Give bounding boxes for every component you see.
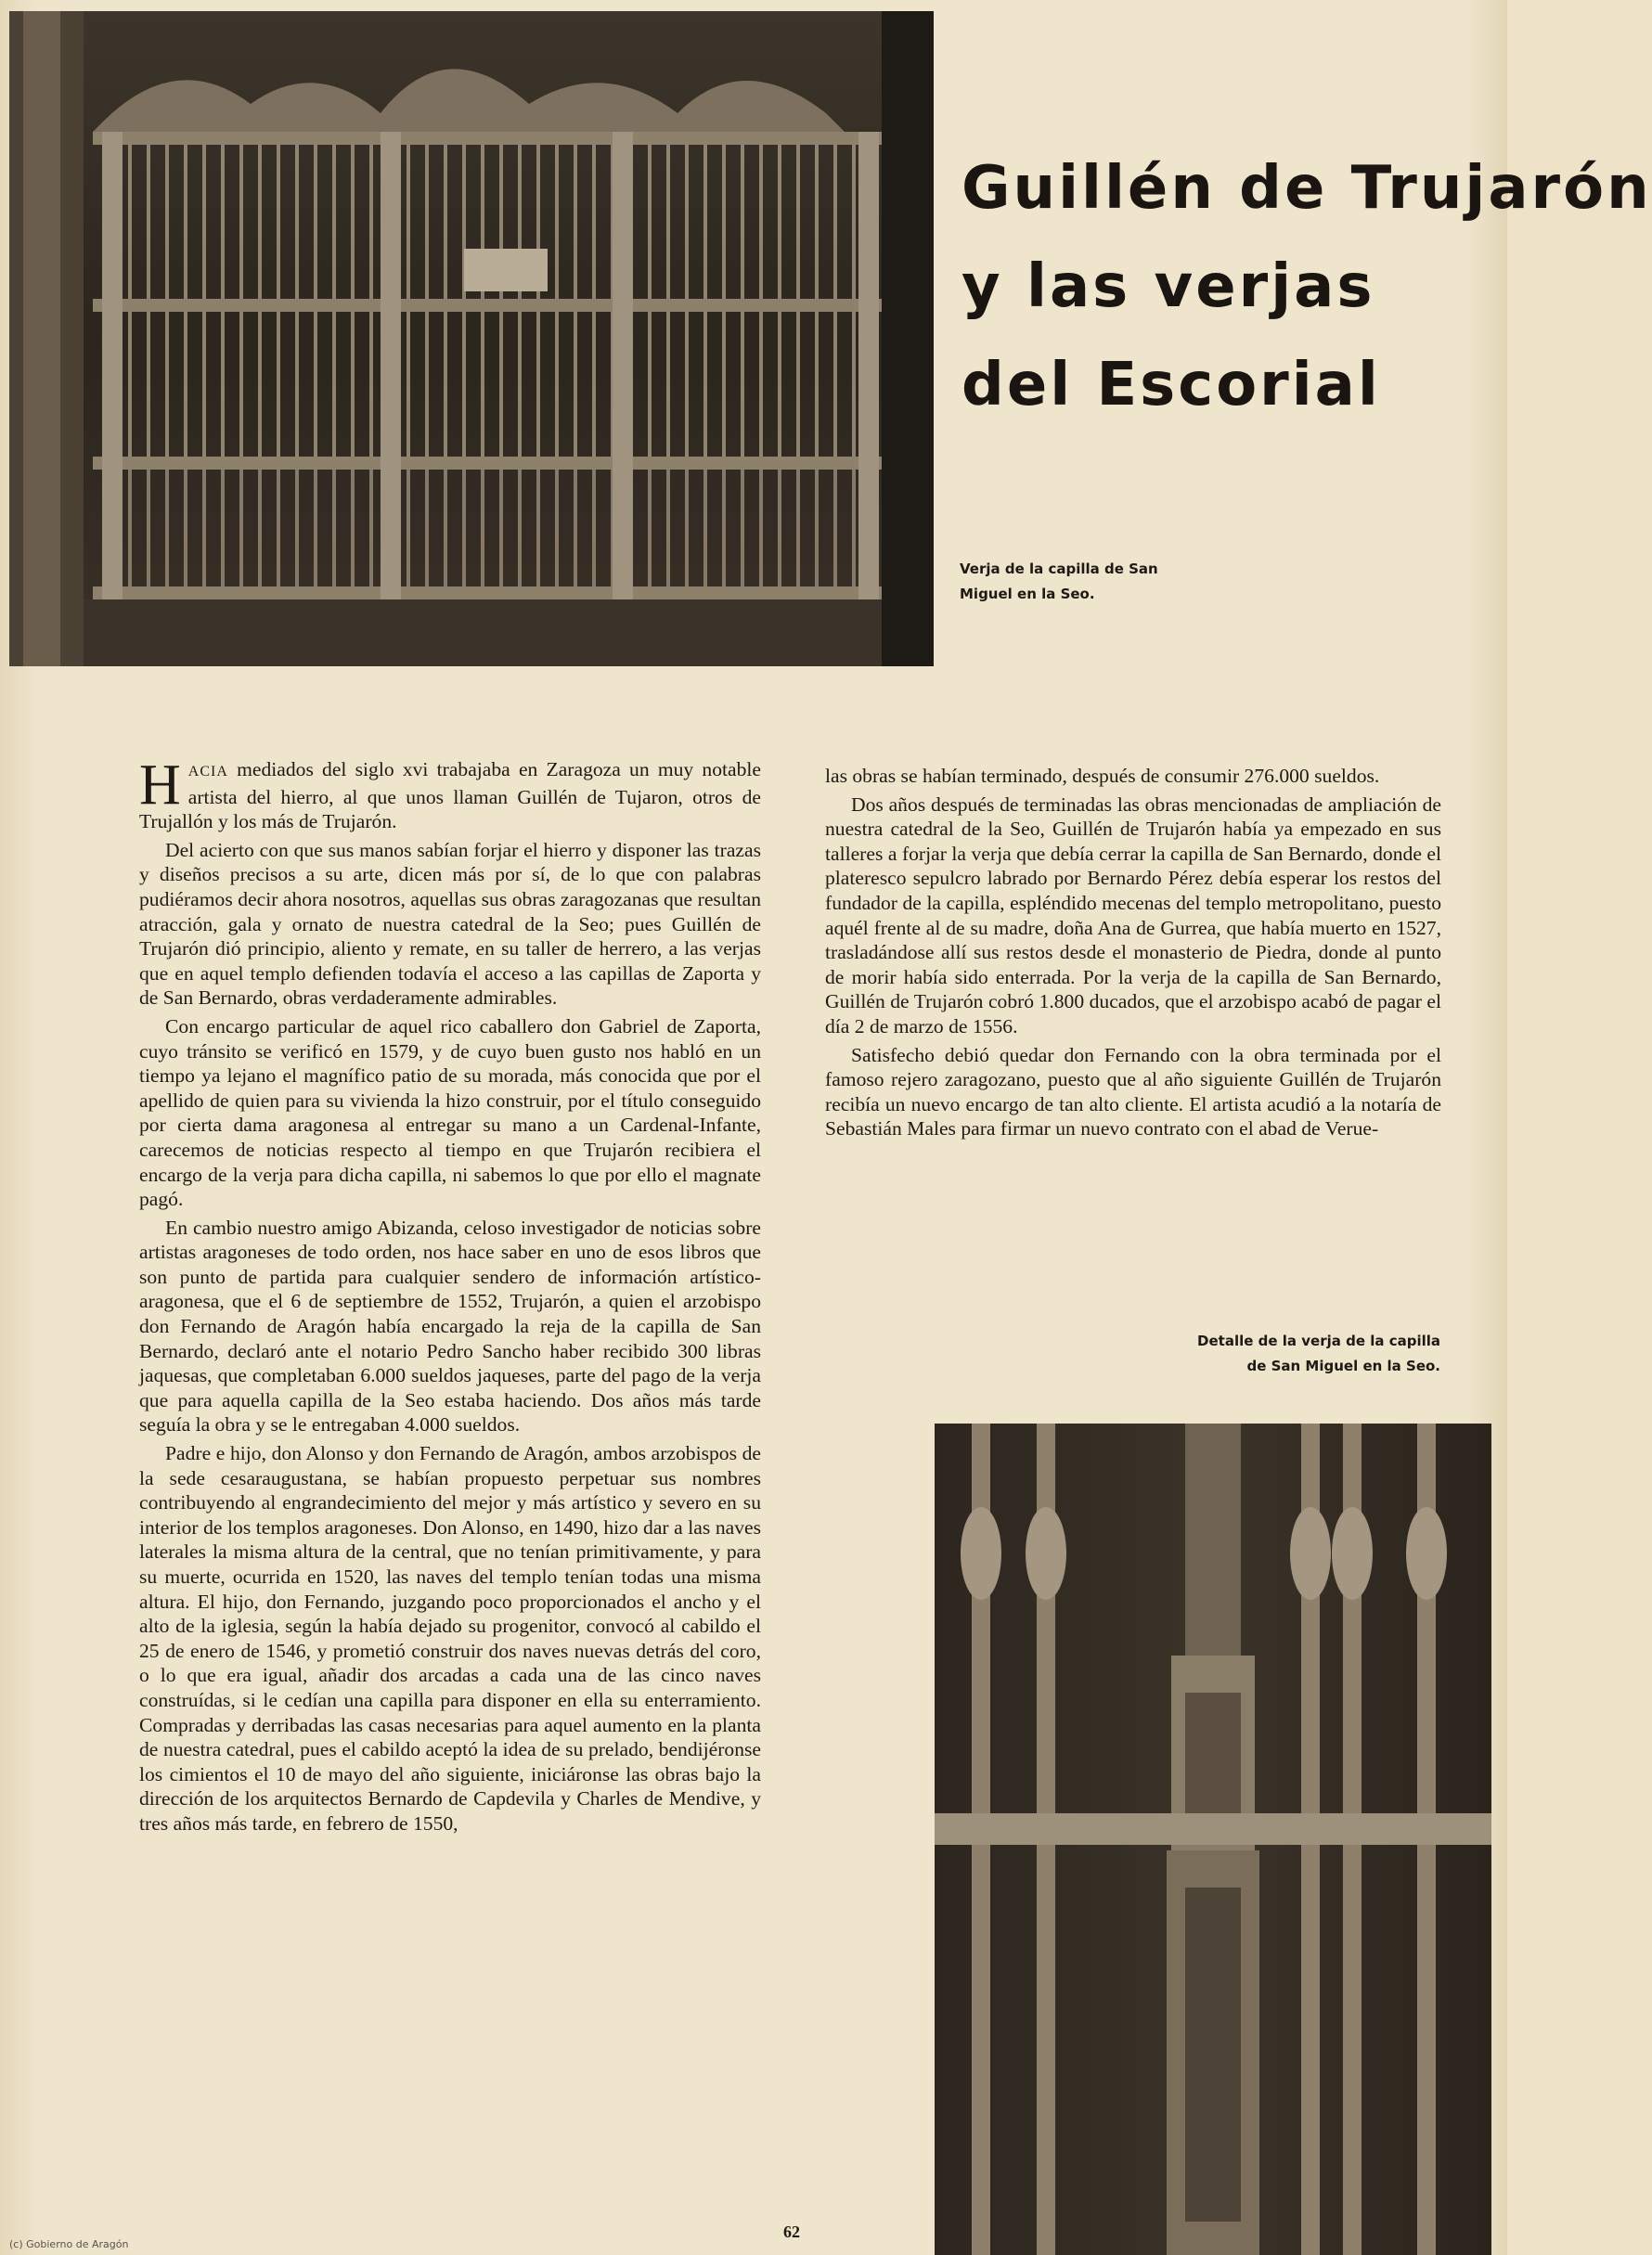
article-title [962, 139, 1652, 434]
grille-detail-photo [935, 1424, 1491, 2255]
first-word: ACIA [187, 764, 228, 780]
drop-cap: H [139, 754, 181, 817]
title-line-2: y las verjas [962, 252, 1375, 321]
paragraph-6: las obras se habían terminado, después de consumir 276.000 sueldos. [825, 765, 1380, 787]
paragraph-1 [139, 754, 761, 834]
paragraph-5: Padre e hijo, don Alonso y don Fernando de Aragón, ambos arzobispos de la sede cesaraugustana, se habían propuesto perpetuar sus nombres contribuyendo al engrandecimiento del mejor y más artístico y severo en su interior de los templos aragoneses. Don Alonso, en 1490, hizo dar a las naves laterales la misma altura de la central, que no tenían primitivamente, y para su muerte, ocurrida en 1520, las naves del templo tenían todas una misma altura. El hijo, don Fernando, juzgando poco proporcionados el ancho y el alto de la iglesia, según la había dejado su progenitor, convocó al cabildo el 25 de enero de 1546, y prometió construir dos naves nuevas detrás del coro, o lo que era igual, añadir dos arcadas a cada una de las cinco naves construídas, si le cedían una capilla para disponer en ella su enterramiento. Compradas y derribadas las casas necesarias para aquel aumento en la planta de nuestra catedral, pues el cabildo aceptó la idea de su prelado, bendijéronse los cimientos el 10 de mayo del año siguiente, iniciáronse las obras bajo la dirección de los arquitectos Bernardo de Capdevila y Charles de Mendive, y tres años más tarde, en febrero de 1550, [139, 1442, 761, 1835]
paragraph-2: Del acierto con que sus manos sabían forjar el hierro y disponer las trazas y diseños precisos a su arte, dicen más por sí, de lo que con palabras pudiéramos decir ahora nosotros, aquellas sus obras zaragozanas que resultan atracción, gala y ornato de nuestra catedral de la Seo; pues Guillén de Trujarón dió principio, aliento y remate, en su taller de herrero, a las verjas que en aquel templo defienden todavía el acceso a las capillas de Zaporta y de San Bernardo, obras verdaderamente admirables. [139, 838, 761, 1010]
paragraph-4: En cambio nuestro amigo Abizanda, celoso investigador de noticias sobre artistas aragoneses de todo orden, nos hace saber en uno de esos libros que son punto de partida para cualquier sendero de información artístico-aragonesa, que el 6 de septiembre de 1552, Trujarón, a quien el arzobispo don Fernando de Aragón había encargado la reja de la capilla de San Bernardo, declaró ante el notario Pedro Sancho haber recibido 300 libras jaquesas, que completaban 6.000 sueldos jaqueses, parte del pago de la verja que para aquella capilla de la Seo estaba haciendo. Dos años más tarde seguía la obra y se le entregaban 4.000 sueldos. [139, 1216, 761, 1437]
text-column-right [825, 764, 1441, 1145]
text-column-left [139, 754, 761, 1840]
caption-top: Verja de la capilla de San Miguel en la Seo. [960, 561, 1158, 602]
paragraph-7: Dos años después de terminadas las obras mencionadas de ampliación de nuestra catedral de la Seo, Guillén de Trujarón había ya empezado en sus talleres a forjar la verja que debía cerrar la capilla de San Bernardo, donde el plateresco sepulcro labrado por Bernardo Pérez debía esperar los restos del fundador de la capilla, espléndido mecenas del templo metropolitano, puesto aquél frente al de su madre, doña Ana de Gurrea, que había muerto en 1527, trasladándose allí sus restos desde el monasterio de Piedra, donde al punto de morir había sido enterrada. Por la verja de la capilla de San Bernardo, Guillén de Trujarón cobró 1.800 ducados, que el arzobispo acabó de pagar el día 2 de marzo de 1556. [825, 792, 1441, 1037]
caption-bottom: Detalle de la verja de la capilla de San Miguel en la Seo. [1197, 1333, 1440, 1374]
title-line-3: del Escorial [962, 351, 1381, 419]
paragraph-3: Con encargo particular de aquel rico caballero don Gabriel de Zaporta, cuyo tránsito se verificó en 1579, y de cuyo buen gusto nos habló en un tiempo ya lejano el magnífico patio de su morada, más conocida que por el apellido de quien para su vivienda la hizo construir, por el título conseguido por cierta dama aragonesa al entregar su mano a un Cardenal-Infante, carecemos de noticias respecto al tiempo en que Trujarón recibiera el encargo de la verja para dicha capilla, ni sabemos lo que por ello el magnate pagó. [139, 1014, 761, 1211]
paragraph-1-text: mediados del siglo xvi trabajaba en Zaragoza un muy notable artista del hierro, al que unos llaman Guillén de Tujaron, otros de Trujallón y los más de Trujarón. [139, 758, 761, 833]
grille-photo-top [9, 11, 934, 666]
title-line-1: Guillén de Trujarón [962, 154, 1652, 223]
paragraph-8: Satisfecho debió quedar don Fernando con la obra terminada por el famoso rejero zaragozano, puesto que al año siguiente Guillén de Trujarón recibía un nuevo encargo de tan alto cliente. El artista acudió a la notaría de Sebastián Males para firmar un nuevo contrato con el abad de Verue- [825, 1043, 1441, 1140]
page-number: 62 [783, 2223, 800, 2241]
copyright-notice: (c) Gobierno de Aragón [9, 2238, 129, 2250]
